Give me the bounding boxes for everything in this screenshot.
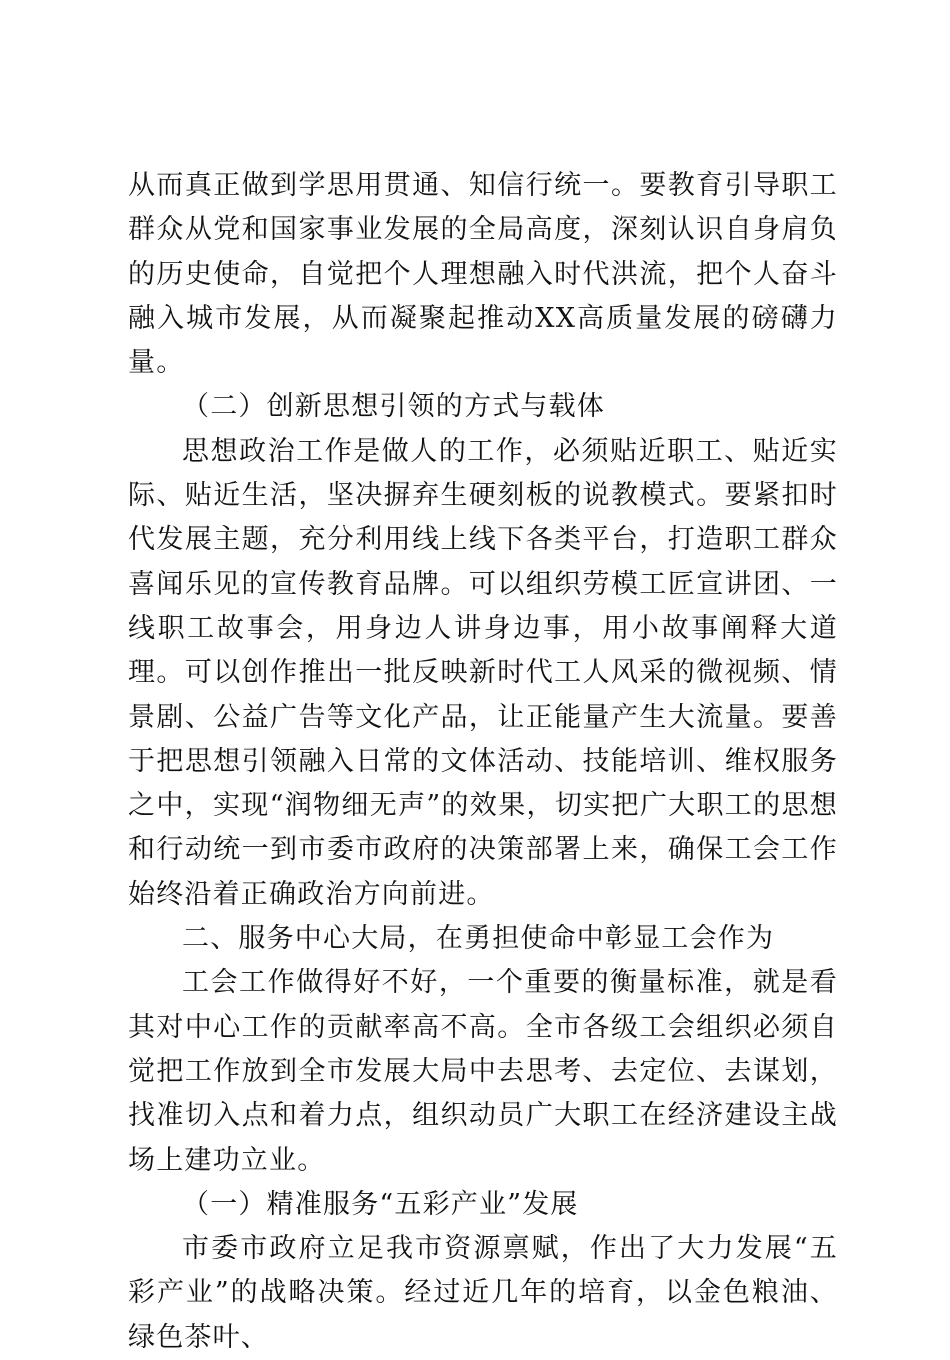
paragraph-five-color-strategy: 市委市政府立足我市资源禀赋，作出了大力发展“五彩产业”的战略决策。经过近几年的培育，以金色粮油、绿色茶叶、 bbox=[128, 1233, 838, 1353]
section-heading-serve-overall: 二、服务中心大局，在勇担使命中彰显工会作为 bbox=[182, 923, 775, 955]
paragraph-ideological-work: 思想政治工作是做人的工作，必须贴近职工、贴近实际、贴近生活，坚决摒弃生硬刻板的说教模式。要紧扣时代发展主题，充分利用线上线下各类平台，打造职工群众喜闻乐见的宣传教育品牌。可以组织劳模工匠宣讲团、一线职工故事会，用身边人讲身边事，用小故事阐释大道理。可以创作推出一批反映新时代工人风采的微视频、情景剧、公益广告等文化产品，让正能量产生大流量。要善于把思想引领融入日常的文体活动、技能培训、维权服务之中，实现“润物细无声”的效果，切实把广大职工的思想和行动统一到市委市政府的决策部署上来，确保工会工作始终沿着正确政治方向前进。 bbox=[128, 435, 838, 910]
section-heading-five-color-industry: （一）精准服务“五彩产业”发展 bbox=[182, 1188, 579, 1220]
document-body bbox=[128, 164, 838, 1360]
paragraph-continuation: 从而真正做到学思用贯通、知信行统一。要教育引导职工群众从党和国家事业发展的全局高度，深刻认识自身肩负的历史使命，自觉把个人理想融入时代洪流，把个人奋斗融入城市发展，从而凝聚起推动XX高质量发展的磅礴力量。 bbox=[128, 170, 838, 379]
section-heading-innovate-guidance: （二）创新思想引领的方式与载体 bbox=[182, 391, 605, 423]
paragraph-union-contribution: 工会工作做得好不好，一个重要的衡量标准，就是看其对中心工作的贡献率高不高。全市各级工会组织必须自觉把工作放到全市发展大局中去思考、去定位、去谋划，找准切入点和着力点，组织动员广大职工在经济建设主战场上建功立业。 bbox=[128, 967, 838, 1176]
